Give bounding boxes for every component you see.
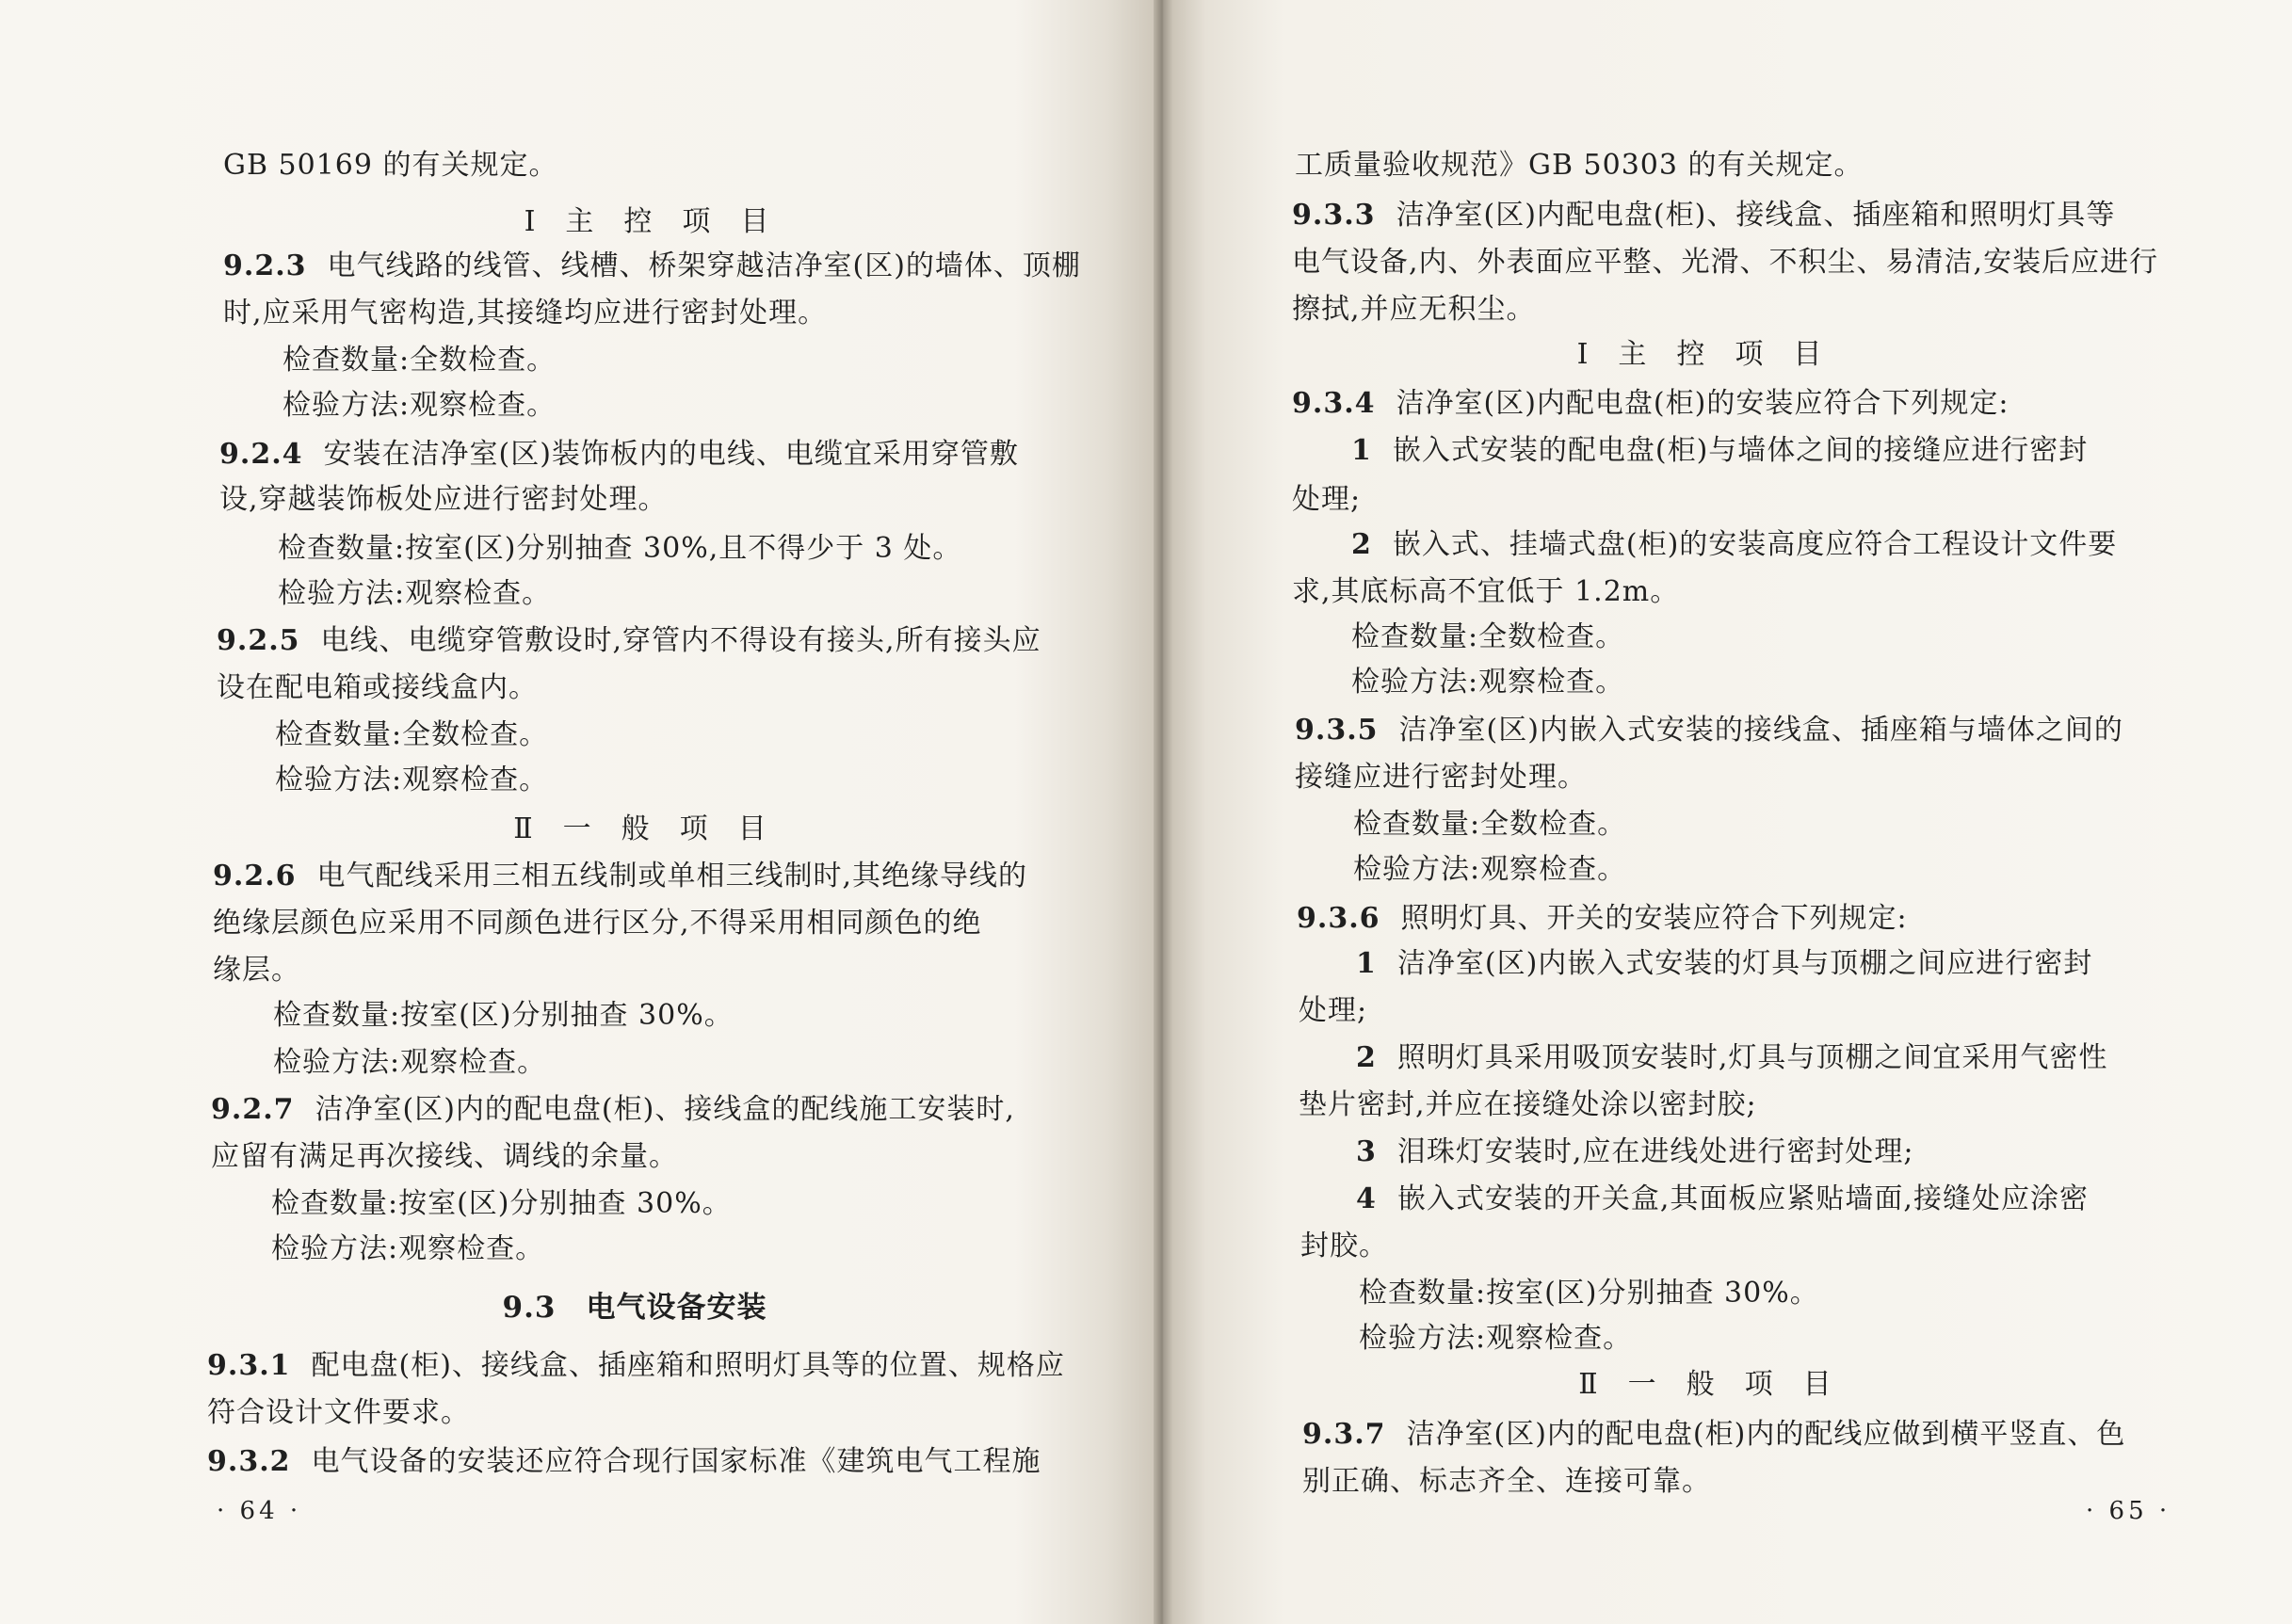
inspection-method: 检验方法:观察检查。 <box>273 1046 547 1079</box>
book-gutter <box>1154 0 1172 1624</box>
inspection-method: 检验方法:观察检查。 <box>1351 666 1625 699</box>
clause-9-3-2: 9.3.2 电气设备的安装还应符合现行国家标准《建筑电气工程施 <box>207 1445 1041 1478</box>
page-number: · 65 · <box>2086 1497 2171 1525</box>
inspection-quantity: 检查数量:全数检查。 <box>282 344 557 377</box>
text-line: 封胶。 <box>1300 1230 1388 1262</box>
text-line: 接缝应进行密封处理。 <box>1295 761 1587 794</box>
list-item: 1 洁净室(区)内嵌入式安装的灯具与顶棚之间应进行密封 <box>1356 947 2093 980</box>
clause-9-3-1: 9.3.1 配电盘(柜)、接线盒、插座箱和照明灯具等的位置、规格应 <box>207 1349 1065 1382</box>
list-item: 3 泪珠灯安装时,应在进线处进行密封处理; <box>1356 1135 1914 1168</box>
clause-9-2-5: 9.2.5 电线、电缆穿管敷设时,穿管内不得设有接头,所有接头应 <box>217 624 1041 657</box>
clause-9-3-4: 9.3.4 洁净室(区)内配电盘(柜)的安装应符合下列规定: <box>1292 387 2010 420</box>
inspection-quantity: 检查数量:按室(区)分别抽查 30%。 <box>1359 1277 1819 1310</box>
inspection-method: 检验方法:观察检查。 <box>271 1232 545 1265</box>
inspection-method: 检验方法:观察检查。 <box>275 764 549 796</box>
section-heading: 9.3 电气设备安装 <box>502 1291 767 1325</box>
subsection-heading: Ⅱ 一 般 项 目 <box>1578 1368 1832 1401</box>
text-line: 求,其底标高不宜低于 1.2m。 <box>1292 575 1680 608</box>
clause-9-3-7: 9.3.7 洁净室(区)内的配电盘(柜)内的配线应做到横平竖直、色 <box>1302 1418 2126 1451</box>
inspection-method: 检验方法:观察检查。 <box>278 577 552 610</box>
text-line: 垫片密封,并应在接缝处涂以密封胶; <box>1299 1088 1757 1121</box>
inspection-quantity: 检查数量:按室(区)分别抽查 30%。 <box>273 999 734 1032</box>
list-item: 2 嵌入式、挂墙式盘(柜)的安装高度应符合工程设计文件要 <box>1351 528 2118 561</box>
text-line: 缘层。 <box>213 954 300 987</box>
text-line: 设,穿越装饰板处应进行密封处理。 <box>219 483 668 516</box>
list-item: 2 照明灯具采用吸顶安装时,灯具与顶棚之间宜采用气密性 <box>1356 1041 2108 1074</box>
text-line: 时,应采用气密构造,其接缝均应进行密封处理。 <box>223 297 828 330</box>
clause-9-3-3: 9.3.3 洁净室(区)内配电盘(柜)、接线盒、插座箱和照明灯具等 <box>1292 199 2116 232</box>
page-number: · 64 · <box>217 1497 302 1525</box>
inspection-method: 检验方法:观察检查。 <box>1353 853 1627 886</box>
text-line: 电气设备,内、外表面应平整、光滑、不积尘、易清洁,安装后应进行 <box>1292 246 2159 279</box>
page-right <box>1172 0 2292 1624</box>
clause-9-3-5: 9.3.5 洁净室(区)内嵌入式安装的接线盒、插座箱与墙体之间的 <box>1295 714 2123 747</box>
clause-9-2-3: 9.2.3 电气线路的线管、线槽、桥架穿越洁净室(区)的墙体、顶棚 <box>223 249 1081 282</box>
inspection-quantity: 检查数量:按室(区)分别抽查 30%。 <box>271 1187 732 1220</box>
text-line: 应留有满足再次接线、调线的余量。 <box>211 1140 678 1173</box>
list-item: 1 嵌入式安装的配电盘(柜)与墙体之间的接缝应进行密封 <box>1351 434 2089 467</box>
subsection-heading: Ⅰ 主 控 项 目 <box>524 205 770 238</box>
clause-9-2-7: 9.2.7 洁净室(区)内的配电盘(柜)、接线盒的配线施工安装时, <box>211 1093 1015 1126</box>
clause-9-2-4: 9.2.4 安装在洁净室(区)装饰板内的电线、电缆宜采用穿管敷 <box>219 438 1019 471</box>
list-item: 4 嵌入式安装的开关盒,其面板应紧贴墙面,接缝处应涂密 <box>1356 1182 2089 1215</box>
text-line: 擦拭,并应无积尘。 <box>1292 293 1536 326</box>
inspection-method: 检验方法:观察检查。 <box>1359 1322 1633 1355</box>
text-line: 绝缘层颜色应采用不同颜色进行区分,不得采用相同颜色的绝 <box>213 907 982 940</box>
inspection-quantity: 检查数量:全数检查。 <box>1353 808 1627 841</box>
text-line: 别正确、标志齐全、连接可靠。 <box>1302 1465 1711 1498</box>
inspection-method: 检验方法:观察检查。 <box>282 389 557 422</box>
text-line: 处理; <box>1299 994 1368 1027</box>
subsection-heading: Ⅰ 主 控 项 目 <box>1576 338 1823 371</box>
inspection-quantity: 检查数量:全数检查。 <box>275 718 549 751</box>
text-line: 设在配电箱或接线盒内。 <box>217 671 538 704</box>
text-line: 工质量验收规范》GB 50303 的有关规定。 <box>1295 149 1864 182</box>
subsection-heading: Ⅱ 一 般 项 目 <box>513 812 767 845</box>
text-line: GB 50169 的有关规定。 <box>223 149 558 182</box>
inspection-quantity: 检查数量:按室(区)分别抽查 30%,且不得少于 3 处。 <box>278 532 962 565</box>
clause-9-2-6: 9.2.6 电气配线采用三相五线制或单相三线制时,其绝缘导线的 <box>213 860 1028 892</box>
clause-9-3-6: 9.3.6 照明灯具、开关的安装应符合下列规定: <box>1297 902 1908 935</box>
text-line: 处理; <box>1292 483 1362 516</box>
inspection-quantity: 检查数量:全数检查。 <box>1351 620 1625 653</box>
text-line: 符合设计文件要求。 <box>207 1396 470 1429</box>
